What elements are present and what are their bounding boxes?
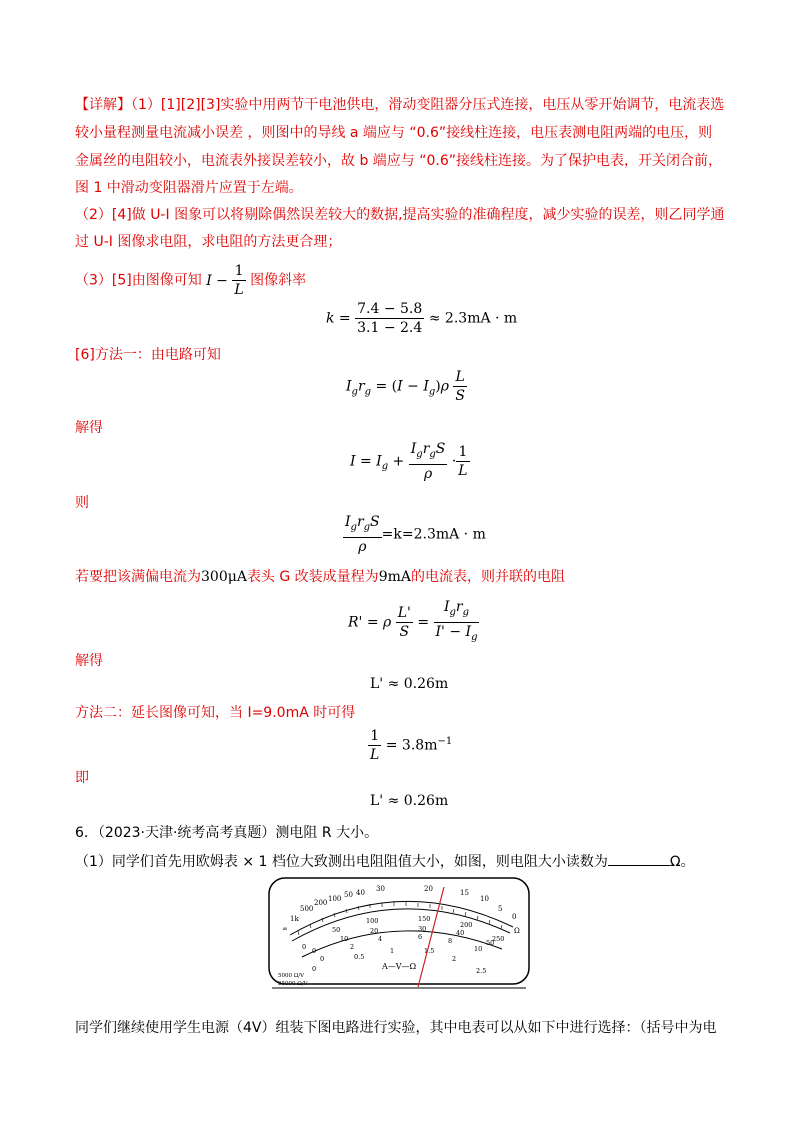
meter-spec-1: 5000 Ω/V: [278, 973, 305, 979]
small-scale-label: 8: [448, 937, 453, 945]
ohm-scale-label: 30: [376, 885, 385, 893]
ohm-unit: Ω。: [669, 854, 695, 870]
slope-equation: k = $\frac{7.4 - 5.8}{3.1 - 2.4}$ ≈ 2.3mA · m: [326, 301, 518, 336]
then-line: 则: [75, 495, 89, 511]
solve-line-2: 解得: [75, 653, 103, 669]
ohm-scale-label: 10: [480, 895, 489, 903]
equation-k: $\frac{I_gr_gS}{\rho}$ =k=2.3mA · m: [345, 514, 486, 555]
slope-fraction: [355, 300, 424, 337]
dc-scale-label: 200: [460, 921, 473, 929]
meter-center-label: A—V—Ω: [382, 962, 417, 971]
ohm-scale-label: 50: [344, 891, 353, 899]
detail-line-5: （2）[4]做 U-I 图象可以将剔除偶然误差较大的数据,提高实验的准确程度，减少实验的误差，则乙同学通: [75, 207, 725, 223]
detail-line-2: 较小量程测量电流减小误差 ，则图中的导线 a 端应与 “0.6”接线柱连接，电压表测电阻两端的电压，则: [75, 125, 713, 141]
small-scale-label: 6: [418, 933, 423, 941]
slope-denominator: 3.1 − 2.4: [357, 320, 423, 336]
multimeter-dial: [268, 877, 530, 999]
mid-scale-label: 10: [340, 935, 349, 943]
ac-scale-label: 1.5: [424, 947, 435, 955]
omega-symbol: Ω: [514, 927, 520, 935]
ohm-scale-label: 40: [356, 889, 365, 897]
mid-scale-label: 40: [456, 929, 465, 937]
question-6-part-2: 同学们继续使用学生电源（4V）组装下图电路进行实验，其中电表可以从如下中进行选择：（括号中为电: [75, 1020, 717, 1036]
ohm-scale-label: 200: [314, 899, 328, 907]
detail-line-6: 过 U-I 图像求电阻，求电阻的方法更合理；: [75, 234, 342, 250]
value-9ma: 9mA: [378, 569, 411, 585]
equation-k-result: =k=2.3mA · m: [381, 526, 486, 543]
mid-scale-label: 0: [312, 947, 317, 955]
question-6-part-1: [75, 851, 695, 872]
mid-scale-label: 20: [370, 927, 379, 935]
ohm-scale-label: ∞: [282, 925, 288, 933]
equation-inverse-l: $\frac{1}{L}$ = $3.8m^{-1}$: [370, 728, 453, 763]
equation-r-prime: R' = ρ $\frac{L'}{S}$ = $\frac{I_gr_g}{I' - I_g}$: [348, 598, 479, 647]
slope-result: ≈ 2.3mA · m: [428, 310, 518, 327]
ac-scale-label: 2: [452, 955, 457, 963]
detail-line-7-prefix: （3）[5]由图像可知: [75, 272, 202, 289]
dc-scale-label: 150: [418, 915, 431, 923]
detail-line-4: 图 1 中滑动变阻器滑片应置于左端。: [75, 180, 303, 196]
dc-scale-label: 250: [492, 935, 505, 943]
method-two-line: 方法二：延长图像可知，当 I=9.0mA 时可得: [75, 705, 356, 721]
ohm-scale-label: 5: [498, 905, 503, 913]
meter-spec-2: 25000 Ω/V: [278, 981, 308, 987]
conversion-line: [75, 567, 565, 587]
ac-scale-label: 2.5: [476, 967, 487, 975]
small-scale-label: 2: [350, 943, 355, 951]
ac-scale-label: 0.5: [354, 953, 365, 961]
ohm-scale-label: 500: [300, 905, 314, 913]
ohm-scale-label: 100: [328, 895, 342, 903]
conversion-text-c: 的电流表，则并联的电阻: [410, 569, 565, 585]
detail-line-1: 【详解】（1）[1][2][3]实验中用两节干电池供电，滑动变阻器分压式连接，电压从零开始调节，电流表选: [75, 97, 725, 113]
ohm-scale-label: 1k: [290, 915, 299, 923]
dc-scale-label: 50: [332, 926, 341, 934]
namely-line: 即: [75, 770, 89, 786]
ohm-scale-label: 15: [460, 889, 469, 897]
equation-l-prime-2: L' ≈ 0.26m: [370, 793, 449, 809]
detail-line-7: [75, 262, 306, 299]
question-6-title: 6．（2023·天津·统考高考真题）测电阻 R 大小。: [75, 825, 379, 841]
small-scale-label: 0: [320, 955, 325, 963]
value-300ua: 300μA: [201, 569, 247, 585]
question-6-part-1-text: （1）同学们首先用欧姆表 × 1 档位大致测出电阻阻值大小，如图，则电阻大小读数为: [75, 854, 608, 870]
conversion-text-b: 表头 G 改装成量程为: [246, 569, 379, 585]
inline-formula-i-minus-1-over-l: I − $\frac{1}{L}$: [206, 263, 244, 298]
dc-scale-label: 100: [366, 917, 379, 925]
fraction-1-over-l: $\frac{1}{L}$: [234, 263, 244, 298]
small-scale-label: 10: [474, 945, 483, 953]
ac-scale-label: 1: [390, 947, 395, 955]
detail-line-3: 金属丝的电阻较小，电流表外接误差较小，故 b 端应与 “0.6”接线柱连接。为了保护电表，开关闭合前，: [75, 153, 723, 169]
solve-line-1: 解得: [75, 420, 103, 436]
equation-current: $I = I_g$ + $\frac{I_gr_gS}{\rho}$ · $\frac{1}{L}$: [350, 441, 468, 482]
ohm-scale-label: 20: [424, 885, 433, 893]
equation-ig-rg: $I_gr_g = (I - I_g)\rho$ $\frac{L}{S}$: [346, 369, 465, 404]
mid-scale-label: 30: [418, 925, 427, 933]
dc-scale-label: 0: [302, 943, 307, 951]
multimeter-dial-svg: [268, 877, 530, 999]
ac-scale-label: 0: [312, 965, 317, 973]
slope-numerator: 7.4 − 5.8: [357, 301, 423, 317]
method-one-line: [6]方法一：由电路可知: [75, 347, 221, 363]
equation-l-prime-1: L' ≈ 0.26m: [370, 676, 449, 692]
answer-blank: [608, 851, 670, 866]
small-scale-label: 4: [378, 935, 383, 943]
conversion-text-a: 若要把该满偏电流为: [75, 569, 201, 585]
detail-line-7-suffix: 图像斜率: [250, 272, 307, 289]
mid-scale-label: 50: [486, 939, 495, 947]
slope-symbol: k: [326, 310, 335, 327]
ohm-scale-label: 0: [512, 913, 517, 921]
